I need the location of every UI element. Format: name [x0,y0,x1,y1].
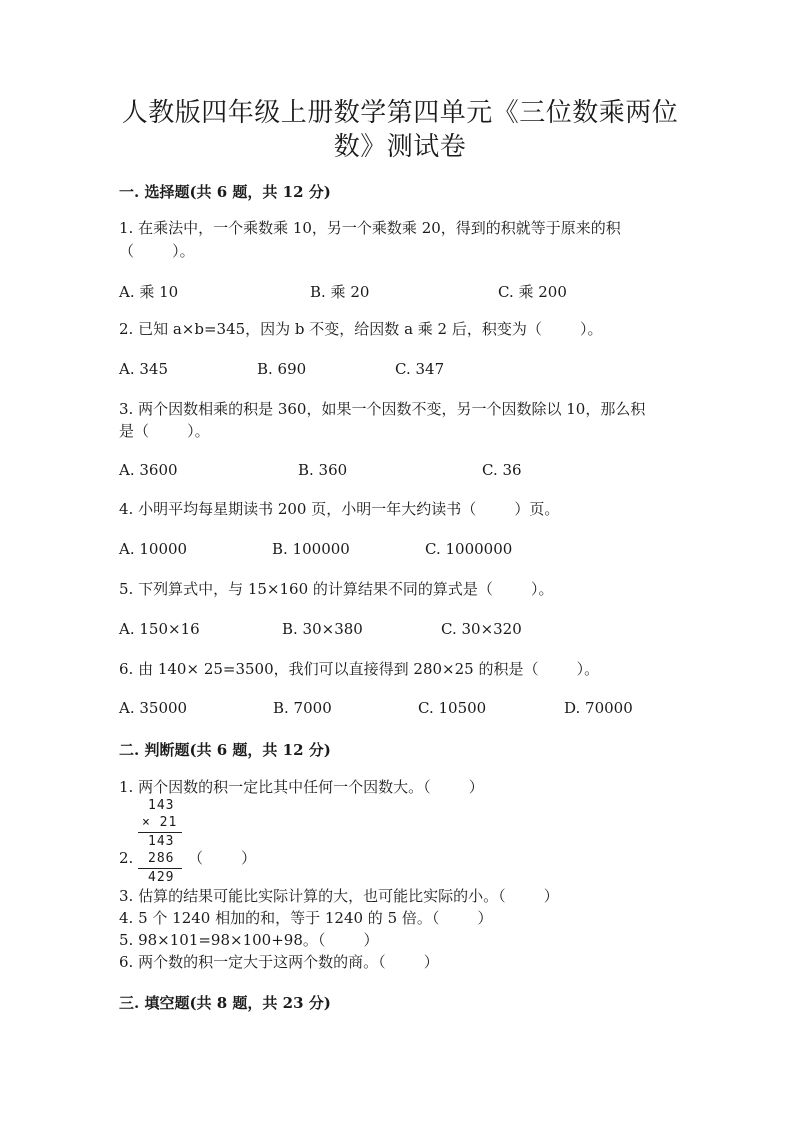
calc-result: 429 [148,870,175,885]
s1-q2-option-c[interactable]: C. 347 [395,360,445,378]
s2-q2-blank: （ ） [188,849,257,867]
section3-heading: 三. 填空题(共 8 题，共 23 分) [119,994,331,1012]
s2-q4-text: 4. 5 个 1240 相加的和，等于 1240 的 5 倍。（ ） [119,909,493,927]
s1-q4-option-a[interactable]: A. 10000 [119,540,188,558]
s1-q1-option-b[interactable]: B. 乘 20 [310,283,370,301]
s1-q3-option-a[interactable]: A. 3600 [119,461,178,479]
s1-q6-text: 6. 由 140× 25=3500，我们可以直接得到 280×25 的积是（ ）。 [119,660,600,678]
section1-heading: 一. 选择题(共 6 题，共 12 分) [119,183,331,201]
calc-partial-1: 143 [148,834,175,849]
s1-q6-option-a[interactable]: A. 35000 [119,699,188,717]
section2-heading: 二. 判断题(共 6 题，共 12 分) [119,741,331,759]
s1-q3-option-c[interactable]: C. 36 [482,461,522,479]
s1-q2-option-a[interactable]: A. 345 [119,360,168,378]
s1-q4-option-c[interactable]: C. 1000000 [425,540,513,558]
s1-q1-text-cont: （ ）。 [119,242,195,260]
s1-q6-option-c[interactable]: C. 10500 [418,699,487,717]
s2-q2-number: 2. [119,849,134,867]
s1-q4-option-b[interactable]: B. 100000 [272,540,350,558]
s1-q1-text: 1. 在乘法中，一个乘数乘 10，另一个乘数乘 20，得到的积就等于原来的积 [119,219,621,237]
s1-q2-option-b[interactable]: B. 690 [257,360,307,378]
s1-q6-option-d[interactable]: D. 70000 [564,699,633,717]
s1-q1-option-c[interactable]: C. 乘 200 [498,283,567,301]
s1-q3-option-b[interactable]: B. 360 [298,461,348,479]
calc-multiplier: × 21 [142,815,178,830]
s1-q5-option-a[interactable]: A. 150×16 [119,620,200,638]
s2-q5-text: 5. 98×101=98×100+98。（ ） [119,931,379,949]
s2-q1-text: 1. 两个因数的积一定比其中任何一个因数大。（ ） [119,778,484,796]
calc-rule-2 [138,868,182,869]
s1-q6-option-b[interactable]: B. 7000 [273,699,332,717]
s1-q3-text-cont: 是（ ）。 [119,422,210,440]
page-title-line2: 数》测试卷 [333,132,467,162]
s2-q6-text: 6. 两个数的积一定大于这两个数的商。（ ） [119,953,439,971]
calc-multiplicand: 143 [148,798,175,813]
s1-q5-text: 5. 下列算式中，与 15×160 的计算结果不同的算式是（ ）。 [119,580,554,598]
s1-q3-text: 3. 两个因数相乘的积是 360，如果一个因数不变，另一个因数除以 10，那么积 [119,400,646,418]
s1-q4-text: 4. 小明平均每星期读书 200 页，小明一年大约读书（ ）页。 [119,500,560,518]
s1-q5-option-b[interactable]: B. 30×380 [282,620,363,638]
page-title-line1: 人教版四年级上册数学第四单元《三位数乘两位 [121,98,679,128]
calc-rule-1 [138,832,182,833]
s1-q1-option-a[interactable]: A. 乘 10 [119,283,179,301]
s1-q5-option-c[interactable]: C. 30×320 [441,620,522,638]
s1-q2-text: 2. 已知 a×b=345，因为 b 不变，给因数 a 乘 2 后，积变为（ ）。 [119,320,603,338]
s2-q3-text: 3. 估算的结果可能比实际计算的大，也可能比实际的小。（ ） [119,887,559,905]
calc-partial-2: 286 [148,851,175,866]
